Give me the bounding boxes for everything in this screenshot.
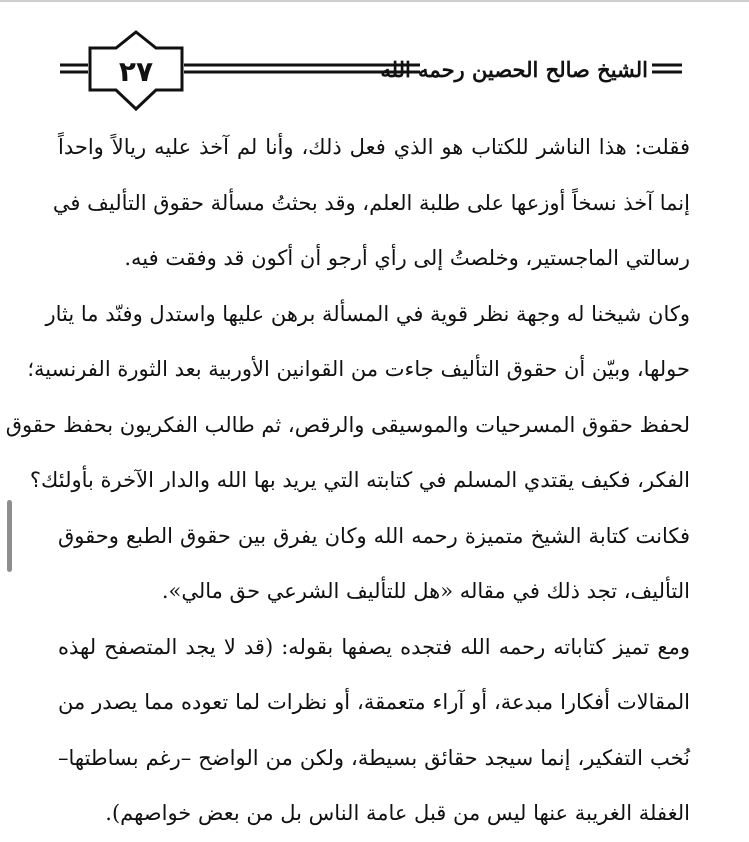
text-line: رسالتي الماجستير، وخلصتُ إلى رأي أرجو أن أكون قد وفقت فيه.: [124, 246, 690, 270]
text-line: فقلت: هذا الناشر للكتاب هو الذي فعل ذلك، وأنا لم آخذ عليه ريالاً واحداً: [58, 135, 690, 159]
page-number: ٢٧: [118, 55, 154, 88]
text-line: الفكر، فكيف يقتدي المسلم في كتابته التي يريد بها الله والدار الآخرة بأولئك؟: [29, 468, 690, 492]
running-title: الشيخ صالح الحصين رحمه الله: [420, 52, 648, 88]
paragraph-1: [52, 120, 690, 287]
text-line: حولها، وبيّن أن حقوق التأليف جاءت من القوانين الأوربية بعد الثورة الفرنسية؛: [27, 357, 690, 381]
text-line: ومع تميز كتاباته رحمه الله فتجده يصفها بقوله: (قد لا يجد المتصفح لهذه: [58, 634, 690, 659]
text-line: المقالات أفكارا مبدعة، أو آراء متعمقة، أو نظرات لما تعوده مما يصدر من: [58, 690, 690, 714]
text-line: التأليف، تجد ذلك في مقاله «هل للتأليف الشرعي حق مالي».: [161, 579, 690, 603]
text-line: لحفظ حقوق المسرحيات والموسيقى والرقص، ثم طالب الفكريون بحفظ حقوق: [5, 412, 690, 437]
paragraph-4: [58, 620, 690, 842]
scroll-indicator[interactable]: [7, 500, 12, 572]
text-line: وكان شيخنا له وجهة نظر قوية في المسألة برهن عليها واستدل وفنّد ما يثار: [45, 301, 690, 326]
text-line: إنما آخذ نسخاً أوزعها على طلبة العلم، وقد بحثتُ مسألة حقوق التأليف في: [52, 190, 690, 215]
paragraph-2: [5, 287, 690, 509]
page-body: [5, 120, 690, 842]
paragraph-3: [58, 509, 690, 620]
text-line: الغفلة الغريبة عنها ليس من قبل عامة الناس بل من بعض خواصهم).: [105, 801, 690, 825]
page-header: [60, 30, 685, 112]
text-line: فكانت كتابة الشيخ متميزة رحمه الله وكان يفرق بين حقوق الطبع وحقوق: [58, 523, 690, 548]
top-border: [0, 0, 749, 2]
text-line: نُخب التفكير، إنما سيجد حقائق بسيطة، ولكن من الواضح –رغم بساطتها–: [58, 745, 690, 770]
